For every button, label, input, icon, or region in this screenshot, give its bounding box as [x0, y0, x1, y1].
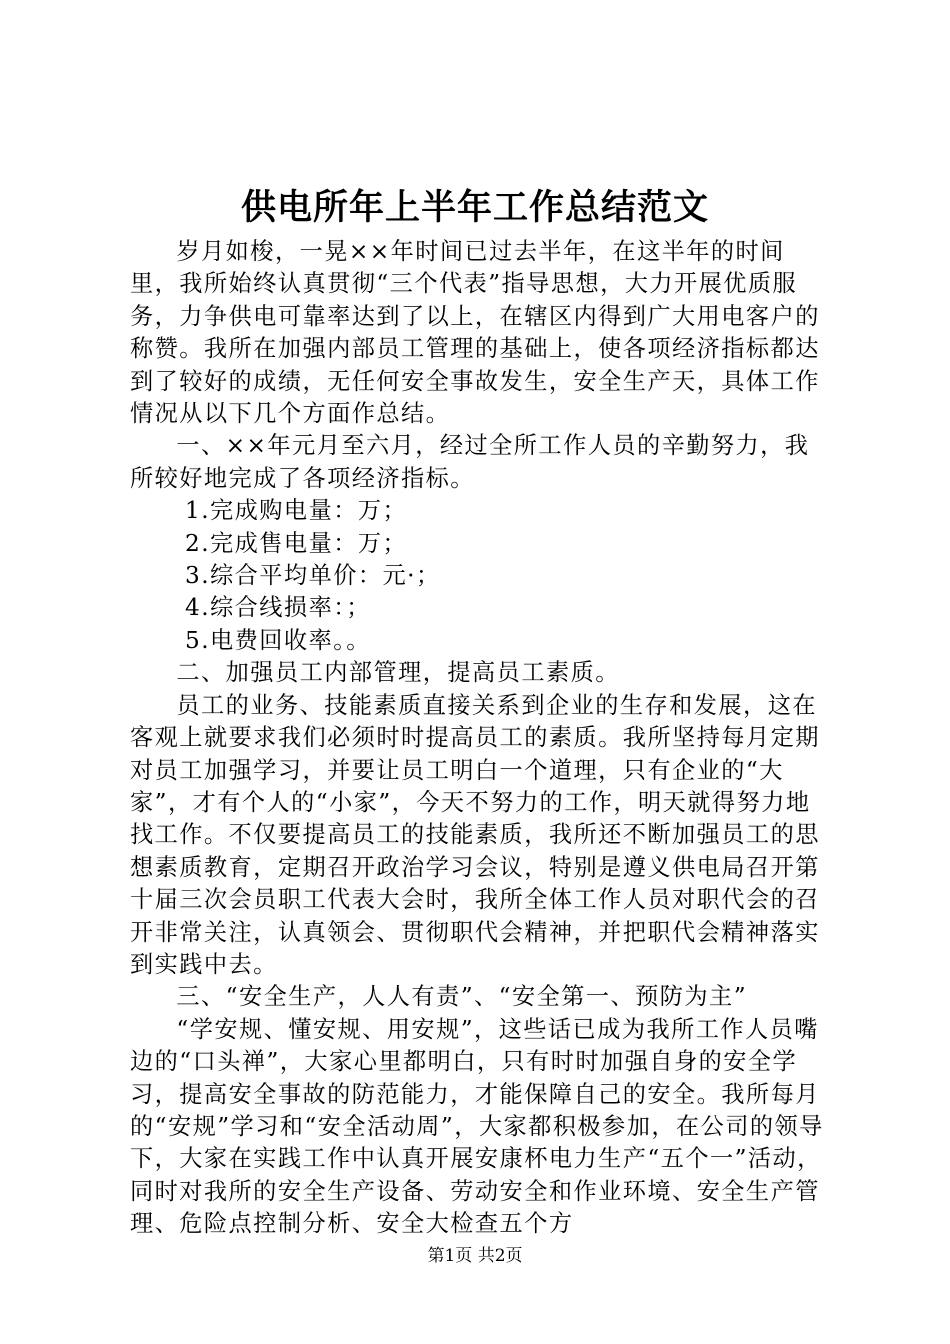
paragraph-intro: 岁月如梭，一晃××年时间已过去半年，在这半年的时间里，我所始终认真贯彻“三个代表”指导思想，大力开展优质服务，力争供电可靠率达到了以上，在辖区内得到广大用电客户的称赞。我所在加强内部员工管理的基础上，使各项经济指标都达到了较好的成绩，无任何安全事故发生，安全生产天，具体工作情况从以下几个方面作总结。: [130, 238, 820, 428]
list-item: 1.完成购电量：万；: [185, 497, 408, 525]
paragraph-section-3-body: “学安规、懂安规、用安规”，这些话已成为我所工作人员嘴边的“口头禅”，大家心里都明白，只有时时加强自身的安全学习，提高安全事故的防范能力，才能保障自己的安全。我所每月的“安规”学习和“安全活动周”，大家都积极参加，在公司的领导下，大家在实践工作中认真开展安康杯电力生产“五个一”活动，同时对我所的安全生产设备、劳动安全和作业环境、安全生产管理、危险点控制分析、安全大检查五个方: [130, 1015, 824, 1238]
paragraph-section-3-heading: 三、“安全生产，人人有责”、“安全第一、预防为主”: [176, 983, 747, 1011]
list-item: 3.综合平均单价：元·；: [185, 562, 441, 590]
paragraph-section-1: 一、××年元月至六月，经过全所工作人员的辛勤努力，我所较好地完成了各项经济指标。: [130, 432, 810, 492]
list-item: 4.综合线损率：；: [185, 594, 371, 622]
list-item: 5.电费回收率。。: [185, 626, 371, 654]
list-item: 2.完成售电量：万；: [185, 529, 408, 557]
document-body: [130, 236, 832, 1241]
page-footer: 第1页 共2页: [427, 1246, 523, 1266]
paragraph-section-2-body: 员工的业务、技能素质直接关系到企业的生存和发展，这在客观上就要求我们必须时时提高员工的素质。我所坚持每月定期对员工加强学习，并要让员工明白一个道理，只有企业的“大家”，才有个人的“小家”，今天不努力的工作，明天就得努力地找工作。不仅要提高员工的技能素质，我所还不断加强员工的思想素质教育，定期召开政治学习会议，特别是遵义供电局召开第十届三次会员职工代表大会时，我所全体工作人员对职代会的召开非常关注，认真领会、贯彻职代会精神，并把职代会精神落实到实践中去。: [130, 691, 820, 978]
paragraph-section-2-heading: 二、加强员工内部管理，提高员工素质。: [176, 659, 620, 687]
document-title: 供电所年上半年工作总结范文: [240, 187, 709, 228]
